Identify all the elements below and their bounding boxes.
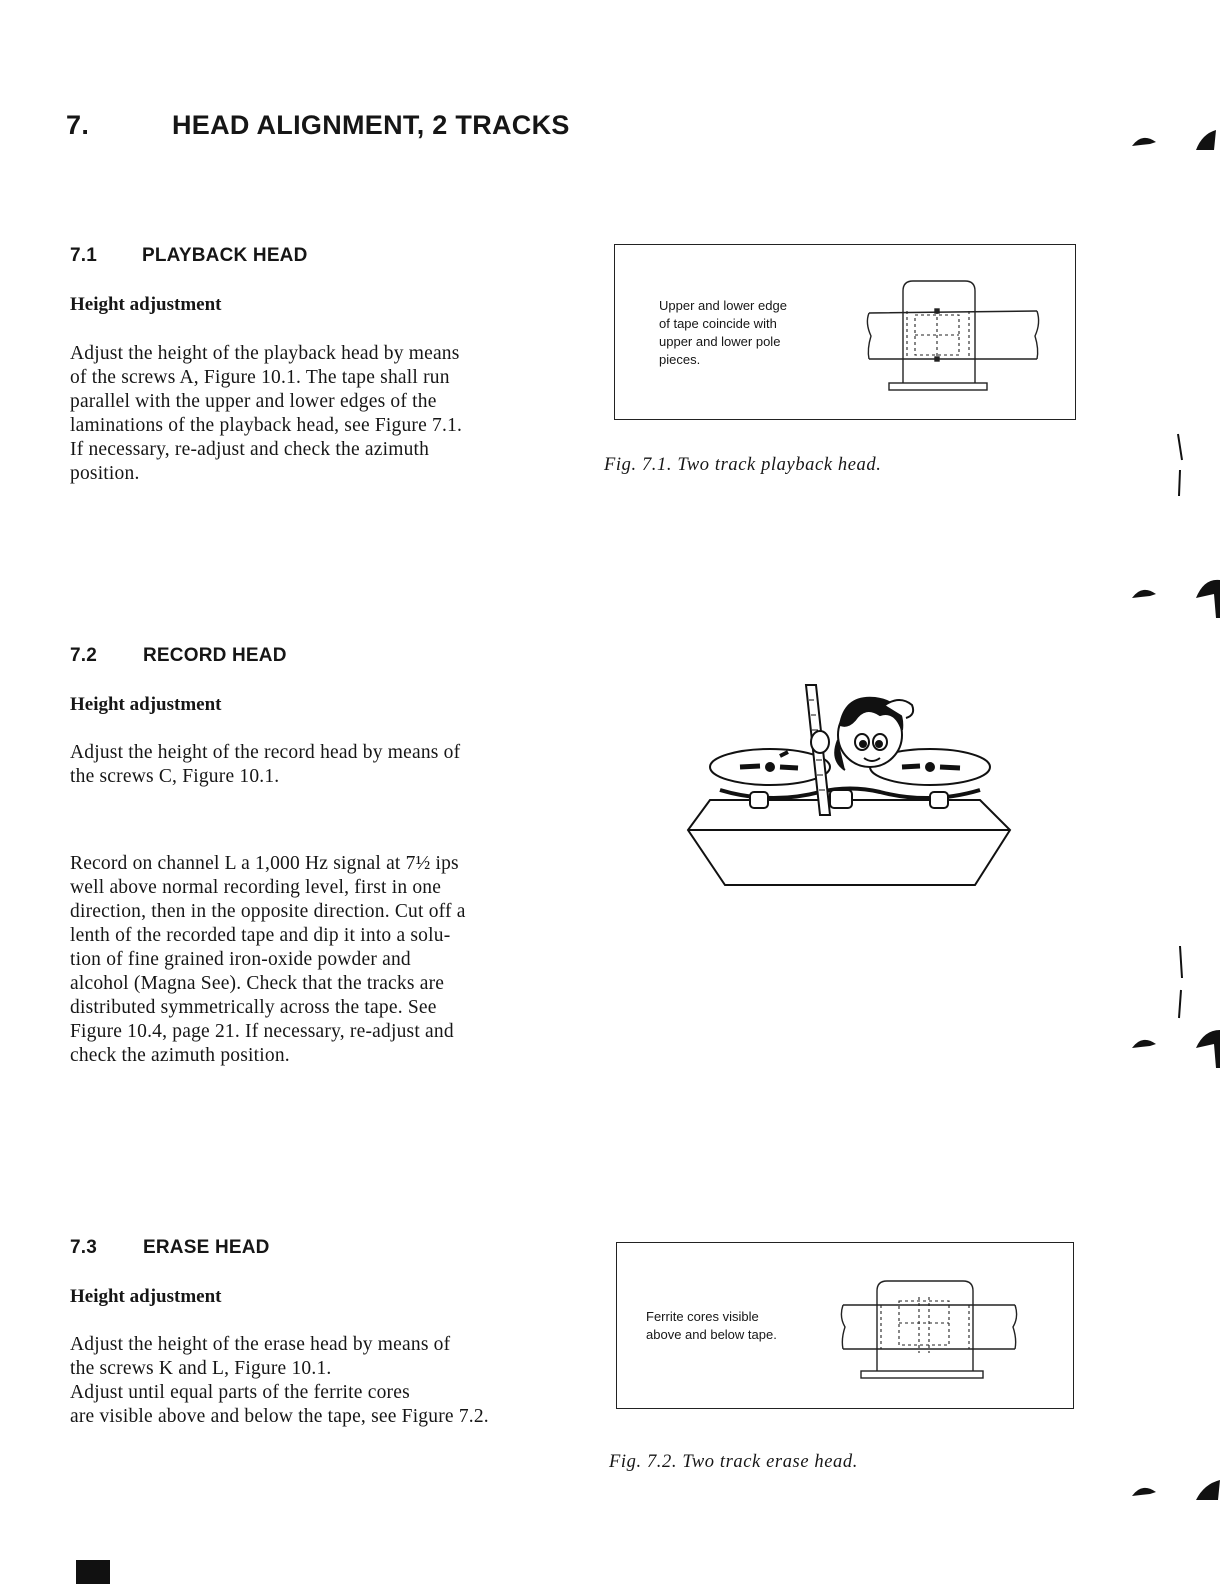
text-line: Adjust the height of the erase head by means of [70, 1334, 451, 1355]
text-line: position. [70, 463, 140, 484]
note-line: above and below tape. [646, 1327, 777, 1342]
note-line: of tape coincide with [659, 316, 777, 331]
paragraph-record-head-2 [70, 852, 466, 1068]
section-number-7-3: 7.3 [70, 1237, 98, 1258]
section-number-7-2: 7.2 [70, 645, 98, 666]
section-title-playback-head: PLAYBACK HEAD [142, 245, 308, 266]
text-line: distributed symmetrically across the tape. See [70, 997, 437, 1018]
margin-mark-5 [1124, 1026, 1224, 1076]
chapter-title: HEAD ALIGNMENT, 2 TRACKS [172, 110, 570, 140]
figure-7-1-note [659, 297, 787, 369]
margin-mark-2 [1170, 430, 1190, 500]
text-line: the screws C, Figure 10.1. [70, 766, 280, 787]
margin-mark-3 [1124, 572, 1224, 622]
page-number-tab [76, 1560, 110, 1584]
figure-7-2-note [646, 1308, 777, 1344]
text-line: Adjust the height of the playback head by means [70, 343, 460, 364]
text-line: well above normal recording level, first in one [70, 877, 442, 898]
note-line: pieces. [659, 352, 701, 367]
subheading-height-adjustment: Height adjustment [70, 294, 222, 315]
margin-mark-6 [1124, 1470, 1224, 1510]
text-line: the screws K and L, Figure 10.1. [70, 1358, 332, 1379]
text-line: lenth of the recorded tape and dip it into a solu- [70, 925, 451, 946]
figure-7-2-caption: Fig. 7.2. Two track erase head. [609, 1452, 858, 1472]
text-line: are visible above and below the tape, see Figure 7.2. [70, 1406, 489, 1427]
text-line: Adjust until equal parts of the ferrite cores [70, 1382, 410, 1403]
text-line: tion of fine grained iron-oxide powder and [70, 949, 411, 970]
text-line: laminations of the playback head, see Figure 7.1. [70, 415, 463, 436]
section-number-7-1: 7.1 [70, 245, 98, 266]
subheading-height-adjustment: Height adjustment [70, 694, 222, 715]
tape-recorder-cartoon [680, 680, 1020, 890]
text-line: parallel with the upper and lower edges of the [70, 391, 437, 412]
section-title-record-head: RECORD HEAD [143, 645, 287, 666]
note-line: upper and lower pole [659, 334, 781, 349]
text-line: of the screws A, Figure 10.1. The tape shall run [70, 367, 450, 388]
paragraph-record-head-1 [70, 741, 460, 789]
text-line: alcohol (Magna See). Check that the tracks are [70, 973, 445, 994]
text-line: Record on channel L a 1,000 Hz signal at 7½ ips [70, 853, 459, 874]
section-title-erase-head: ERASE HEAD [143, 1237, 270, 1258]
paragraph-erase-head [70, 1333, 489, 1429]
paragraph-playback-head [70, 342, 462, 486]
figure-7-1-caption: Fig. 7.1. Two track playback head. [604, 455, 882, 475]
erase-head-diagram [839, 1273, 1039, 1383]
subheading-height-adjustment: Height adjustment [70, 1286, 222, 1307]
text-line: direction, then in the opposite direction. Cut off a [70, 901, 466, 922]
note-line: Ferrite cores visible [646, 1309, 759, 1324]
text-line: check the azimuth position. [70, 1045, 290, 1066]
playback-head-diagram [855, 271, 1055, 401]
text-line: If necessary, re-adjust and check the azimuth [70, 439, 430, 460]
chapter-number: 7. [66, 110, 90, 140]
text-line: Adjust the height of the record head by means of [70, 742, 461, 763]
text-line: Figure 10.4, page 21. If necessary, re-adjust and [70, 1021, 454, 1042]
note-line: Upper and lower edge [659, 298, 787, 313]
margin-mark-1 [1124, 120, 1224, 160]
figure-7-1-box [614, 244, 1076, 420]
figure-7-2-box [616, 1242, 1074, 1409]
margin-mark-4 [1170, 942, 1190, 1022]
